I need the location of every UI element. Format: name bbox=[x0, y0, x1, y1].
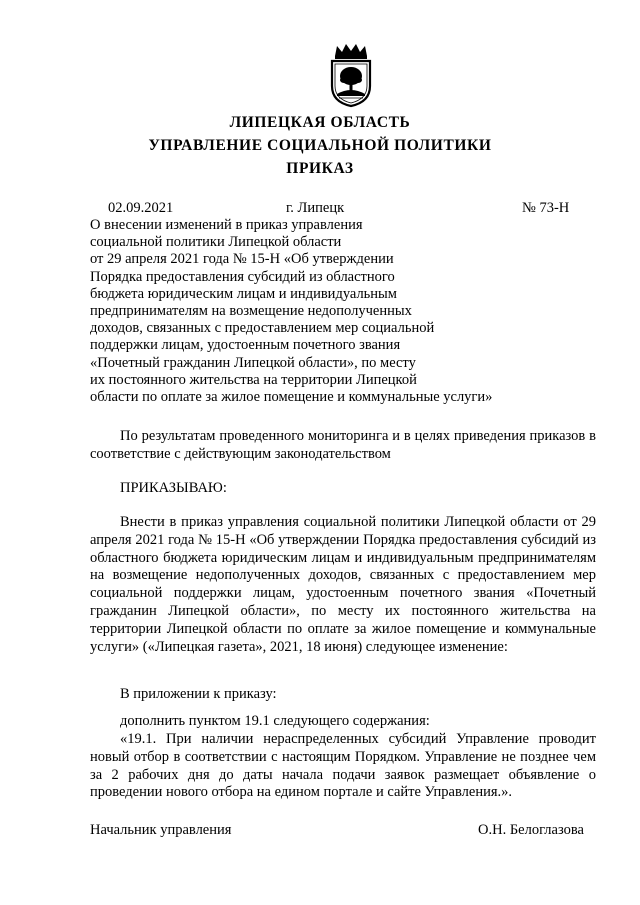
order-statement: ПРИКАЗЫВАЮ: bbox=[120, 480, 227, 496]
intro-paragraph: По результатам проведенного мониторинга и в целях приведения приказов в соответствие с действующим законодательством bbox=[90, 428, 596, 462]
region-title: ЛИПЕЦКАЯ ОБЛАСТЬ bbox=[229, 114, 411, 131]
document-city: г. Липецк bbox=[286, 200, 345, 216]
subject-line: «Почетный гражданин Липецкой области», по месту bbox=[90, 354, 416, 371]
subject-line: бюджета юридическим лицам и индивидуальным bbox=[90, 285, 397, 302]
signatory-name: О.Н. Белоглазова bbox=[478, 822, 584, 838]
subject-line: О внесении изменений в приказ управления bbox=[90, 217, 363, 233]
clause-paragraph: «19.1. При наличии нераспределенных субсидий Управление проводит новый отбор в соответствии с настоящим Порядком. Управление не позднее чем за 2 рабочих дня до даты начала подачи заявок размещает объявление о проведении нового отбора на едином портале и сайте Управления.». bbox=[90, 731, 596, 801]
subject-line: их постоянного жительства на территории Липецкой bbox=[90, 371, 417, 388]
document-subject bbox=[90, 217, 492, 406]
main-paragraph: Внести в приказ управления социальной политики Липецкой области от 29 апреля 2021 года № 15-Н «Об утверждении Порядка предоставления субсидий из областного бюджета юридическим лицам и индивидуальным предпринимателям на возмещение недополученных доходов, связанных с предоставлением мер социальной поддержки лицам, удостоенным почетного звания «Почетный гражданин Липецкой области», по месту их постоянного жительства на территории Липецкой области по оплате за жилое помещение и коммунальные услуги» («Липецкая газета», 2021, 18 июня) следующее изменение: bbox=[90, 514, 596, 655]
subject-line: Порядка предоставления субсидий из областного bbox=[90, 268, 395, 285]
signatory-title: Начальник управления bbox=[90, 822, 232, 838]
subject-line: предпринимателям на возмещение недополученных bbox=[90, 302, 412, 319]
subject-line: доходов, связанных с предоставлением мер социальной bbox=[90, 320, 435, 337]
coat-of-arms-icon bbox=[327, 42, 375, 108]
document-date: 02.09.2021 bbox=[108, 200, 174, 216]
document-type: ПРИКАЗ bbox=[286, 160, 354, 177]
subject-line: от 29 апреля 2021 года № 15-Н «Об утверждении bbox=[90, 251, 394, 268]
department-title: УПРАВЛЕНИЕ СОЦИАЛЬНОЙ ПОЛИТИКИ bbox=[148, 137, 492, 154]
document-number: № 73-Н bbox=[522, 200, 570, 216]
supplement-paragraph: дополнить пунктом 19.1 следующего содержания: bbox=[120, 713, 430, 729]
subject-line: поддержки лицам, удостоенным почетного звания bbox=[90, 337, 401, 354]
appendix-paragraph: В приложении к приказу: bbox=[120, 686, 277, 702]
subject-line: области по оплате за жилое помещение и коммунальные услуги» bbox=[90, 388, 493, 405]
subject-line: социальной политики Липецкой области bbox=[90, 234, 342, 251]
